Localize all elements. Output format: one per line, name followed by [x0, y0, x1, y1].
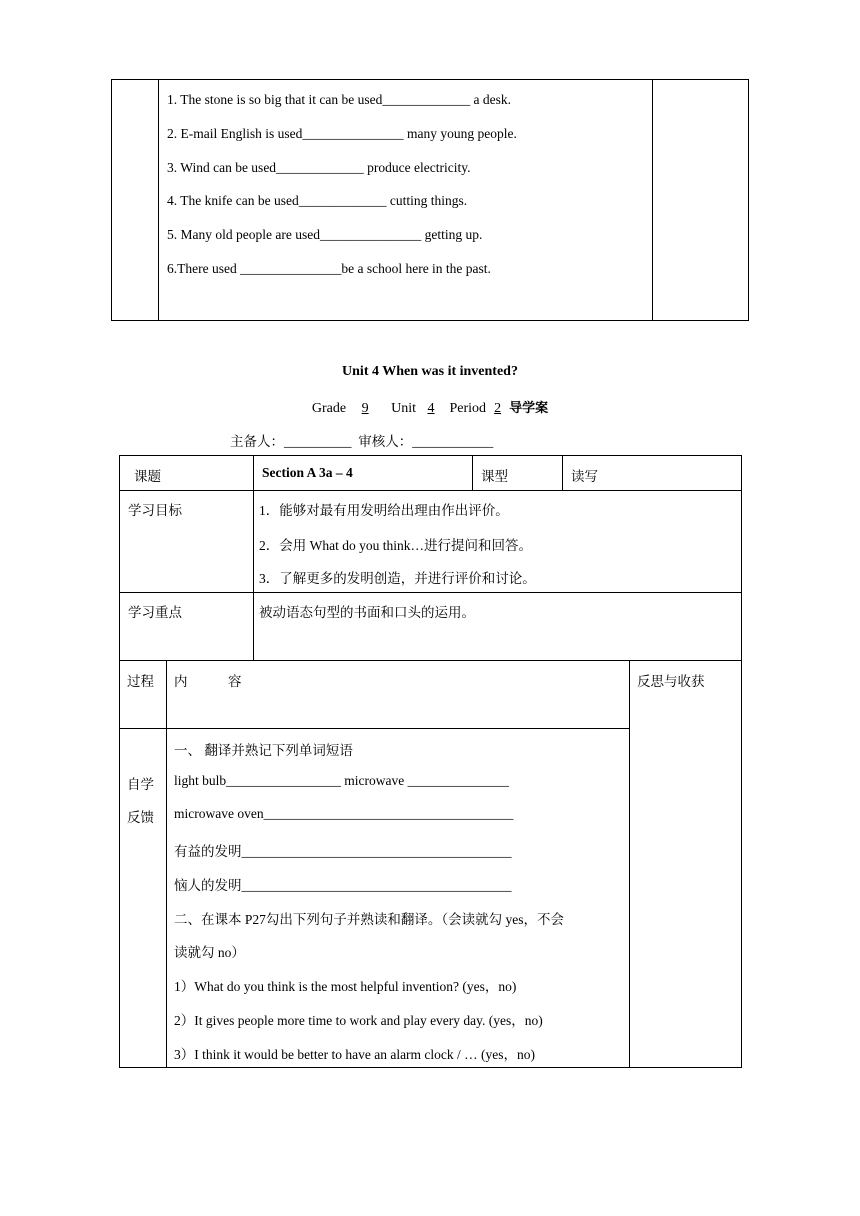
- period-label: Period: [449, 401, 487, 416]
- unit-value: 4: [427, 401, 435, 416]
- process-label: 过程: [127, 674, 154, 689]
- reviewer-blank: ____________: [412, 434, 494, 449]
- exercise-table-left-cell: [111, 79, 159, 321]
- focus-value: 被动语态句型的书面和口头的运用。: [259, 605, 475, 620]
- type-label: 课型: [481, 469, 508, 484]
- exercise-item: 2. E-mail English is used_______________ many young people.: [167, 126, 517, 141]
- exercise-item: 6.There used _______________be a school here in the past.: [167, 261, 491, 276]
- vocab-item: 恼人的发明________________________________________: [174, 878, 512, 893]
- vocab-item: microwave oven_____________________________________: [174, 806, 514, 821]
- goal-item: 2．会用 What do you think…进行提问和回答。: [259, 538, 532, 553]
- content-label: 内 容: [174, 674, 242, 689]
- period-value: 2: [494, 401, 502, 416]
- topic-label: 课题: [134, 469, 161, 484]
- goals-label: 学习目标: [128, 503, 182, 518]
- grade-label: Grade: [311, 401, 347, 416]
- reviewer-label: 审核人：: [358, 434, 413, 449]
- focus-label: 学习重点: [128, 605, 182, 620]
- preparer-label: 主备人：: [230, 434, 284, 449]
- exercise-table-right-cell: [652, 79, 749, 321]
- exercise-item: 3. Wind can be used_____________ produce electricity.: [167, 160, 471, 175]
- section-title: 一、 翻译并熟记下列单词短语: [174, 743, 353, 758]
- self-study-label: 自学: [127, 777, 154, 792]
- type-value: 读写: [571, 469, 598, 484]
- exercise-item: 1. The stone is so big that it can be used_____________ a desk.: [167, 92, 511, 107]
- section-title: 二、在课本 P27勾出下列句子并熟读和翻译。（会读就勾 yes，不会: [174, 912, 565, 927]
- sentence-item: 2）It gives people more time to work and play every day. (yes，no): [174, 1013, 543, 1028]
- vocab-item: light bulb_________________ microwave _______________: [174, 773, 509, 788]
- goal-item: 3．了解更多的发明创造，并进行评价和讨论。: [259, 571, 536, 586]
- reflection-label: 反思与收获: [637, 674, 705, 689]
- exercise-item: 4. The knife can be used_____________ cutting things.: [167, 193, 468, 208]
- topic-value: Section A 3a – 4: [262, 465, 353, 480]
- reflection-cell: [629, 660, 742, 1068]
- feedback-label: 反馈: [127, 810, 154, 825]
- goal-item: 1．能够对最有用发明给出理由作出评价。: [259, 503, 509, 518]
- section-title-continued: 读就勾 no）: [174, 945, 245, 960]
- exercise-item: 5. Many old people are used_______________ getting up.: [167, 227, 483, 242]
- preparer-line: [230, 430, 493, 450]
- grade-value: 9: [361, 401, 369, 416]
- unit-label: Unit: [391, 401, 416, 416]
- doc-type: 导学案: [509, 401, 549, 416]
- grade-line: [0, 397, 860, 417]
- page-title: Unit 4 When was it invented?: [342, 364, 518, 379]
- sentence-item: 3）I think it would be better to have an alarm clock / … (yes，no): [174, 1047, 536, 1062]
- preparer-blank: __________: [284, 434, 352, 449]
- vocab-item: 有益的发明________________________________________: [174, 844, 512, 859]
- sentence-item: 1）What do you think is the most helpful invention? (yes，no): [174, 979, 517, 994]
